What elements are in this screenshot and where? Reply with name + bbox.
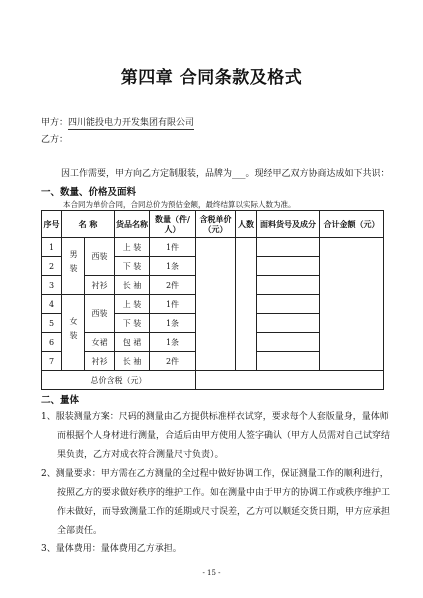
total-label: 总价含税（元） bbox=[42, 371, 196, 390]
female-category bbox=[62, 295, 85, 371]
measure-plan-line-2: 而根据个人身材进行测量，合适后由甲方使用人签字确认（甲方人员需对自己试穿结 bbox=[57, 431, 391, 441]
fabric-cell bbox=[257, 314, 320, 333]
intro-paragraph: 因工作需要，甲方向乙方定制服装，品牌为___。现经甲乙双方协商达成如下共识： bbox=[61, 169, 390, 179]
party-a-label: 甲方： bbox=[41, 118, 69, 128]
party-b-label: 乙方： bbox=[41, 135, 69, 145]
measure-req-line-4: 全部责任。 bbox=[57, 526, 103, 536]
male-suit: 西装 bbox=[85, 238, 115, 276]
party-a-value: 四川能投电力开发集团有限公司 bbox=[68, 118, 195, 128]
measure-plan-line-3: 果负责，乙方对成衣符合测量尺寸负责）。 bbox=[57, 450, 224, 460]
measure-req-line-3: 作未做好，而导致测量工作的延期或尺寸误差，乙方可以顺延交货日期，甲方应承担 bbox=[57, 507, 391, 517]
row-goods: 长 袖 bbox=[115, 352, 150, 371]
header-goods: 货品名称 bbox=[115, 211, 150, 238]
price-cell bbox=[196, 238, 236, 371]
chapter-title: 第四章 合同条款及格式 bbox=[120, 68, 303, 88]
header-total: 合计金额（元） bbox=[320, 211, 384, 238]
fabric-cell bbox=[257, 257, 320, 276]
measure-req-line-2: 按照乙方的要求做好秩序的维护工作。如在测量中由于甲方的协调工作或秩序维护工 bbox=[57, 488, 391, 498]
row-qty: 2件 bbox=[150, 276, 196, 295]
total-value bbox=[196, 371, 384, 390]
row-seq: 6 bbox=[42, 333, 62, 352]
section-1-heading: 一、数量、价格及面料 bbox=[41, 187, 137, 198]
fabric-cell bbox=[257, 238, 320, 257]
female-label: 女装 bbox=[69, 316, 78, 345]
pricing-note: 本合同为单价合同，合同总价为预估金额，最终结算以实际人数为准。 bbox=[63, 200, 296, 209]
row-seq: 5 bbox=[42, 314, 62, 333]
female-suit: 西装 bbox=[85, 295, 115, 333]
row-qty: 1条 bbox=[150, 314, 196, 333]
row-seq: 4 bbox=[42, 295, 62, 314]
people-cell bbox=[236, 238, 257, 371]
row-qty: 1条 bbox=[150, 333, 196, 352]
row-seq: 1 bbox=[42, 238, 62, 257]
page-number: - 15 - bbox=[202, 569, 221, 577]
row-qty: 1件 bbox=[150, 238, 196, 257]
fabric-cell bbox=[257, 333, 320, 352]
row-goods: 下 装 bbox=[115, 314, 150, 333]
row-seq: 7 bbox=[42, 352, 62, 371]
row-goods: 上 装 bbox=[115, 238, 150, 257]
section-2-heading: 二、量体 bbox=[41, 395, 80, 406]
measure-req-line-1: 2、测量要求：甲方需在乙方测量的全过程中做好协调工作，保证测量工作的顺利进行， bbox=[41, 469, 389, 479]
measure-plan-line-1: 1、服装测量方案：尺码的测量由乙方提供标准样衣试穿，要求每个人套版量身，量体师 bbox=[41, 412, 389, 422]
header-seq: 序号 bbox=[42, 211, 62, 238]
table-total-row bbox=[42, 371, 384, 390]
row-qty: 1条 bbox=[150, 257, 196, 276]
party-b-line bbox=[41, 134, 68, 146]
row-seq: 3 bbox=[42, 276, 62, 295]
row-seq: 2 bbox=[42, 257, 62, 276]
table-header-row bbox=[42, 211, 384, 238]
row-goods: 上 装 bbox=[115, 295, 150, 314]
header-name: 名 称 bbox=[62, 211, 115, 238]
row-qty: 2件 bbox=[150, 352, 196, 371]
female-shirt: 衬衫 bbox=[85, 352, 115, 371]
price-table bbox=[41, 210, 384, 390]
male-label: 男装 bbox=[69, 250, 78, 278]
header-price: 含税单价（元） bbox=[196, 211, 236, 238]
male-category bbox=[62, 238, 85, 295]
female-skirt: 女裙 bbox=[85, 333, 115, 352]
row-qty: 1件 bbox=[150, 295, 196, 314]
header-people: 人数 bbox=[236, 211, 257, 238]
total-cell bbox=[320, 238, 384, 371]
fabric-cell bbox=[257, 352, 320, 371]
fabric-cell bbox=[257, 295, 320, 314]
male-shirt: 衬衫 bbox=[85, 276, 115, 295]
fabric-cell bbox=[257, 276, 320, 295]
header-fabric: 面料货号及成分 bbox=[257, 211, 320, 238]
party-a-line bbox=[41, 117, 194, 130]
table-row bbox=[42, 238, 384, 257]
header-qty: 数量（件/人） bbox=[150, 211, 196, 238]
row-goods: 包 裙 bbox=[115, 333, 150, 352]
measure-fee-line: 3、量体费用：量体费用乙方承担。 bbox=[41, 544, 182, 554]
row-goods: 下 装 bbox=[115, 257, 150, 276]
row-goods: 长 袖 bbox=[115, 276, 150, 295]
